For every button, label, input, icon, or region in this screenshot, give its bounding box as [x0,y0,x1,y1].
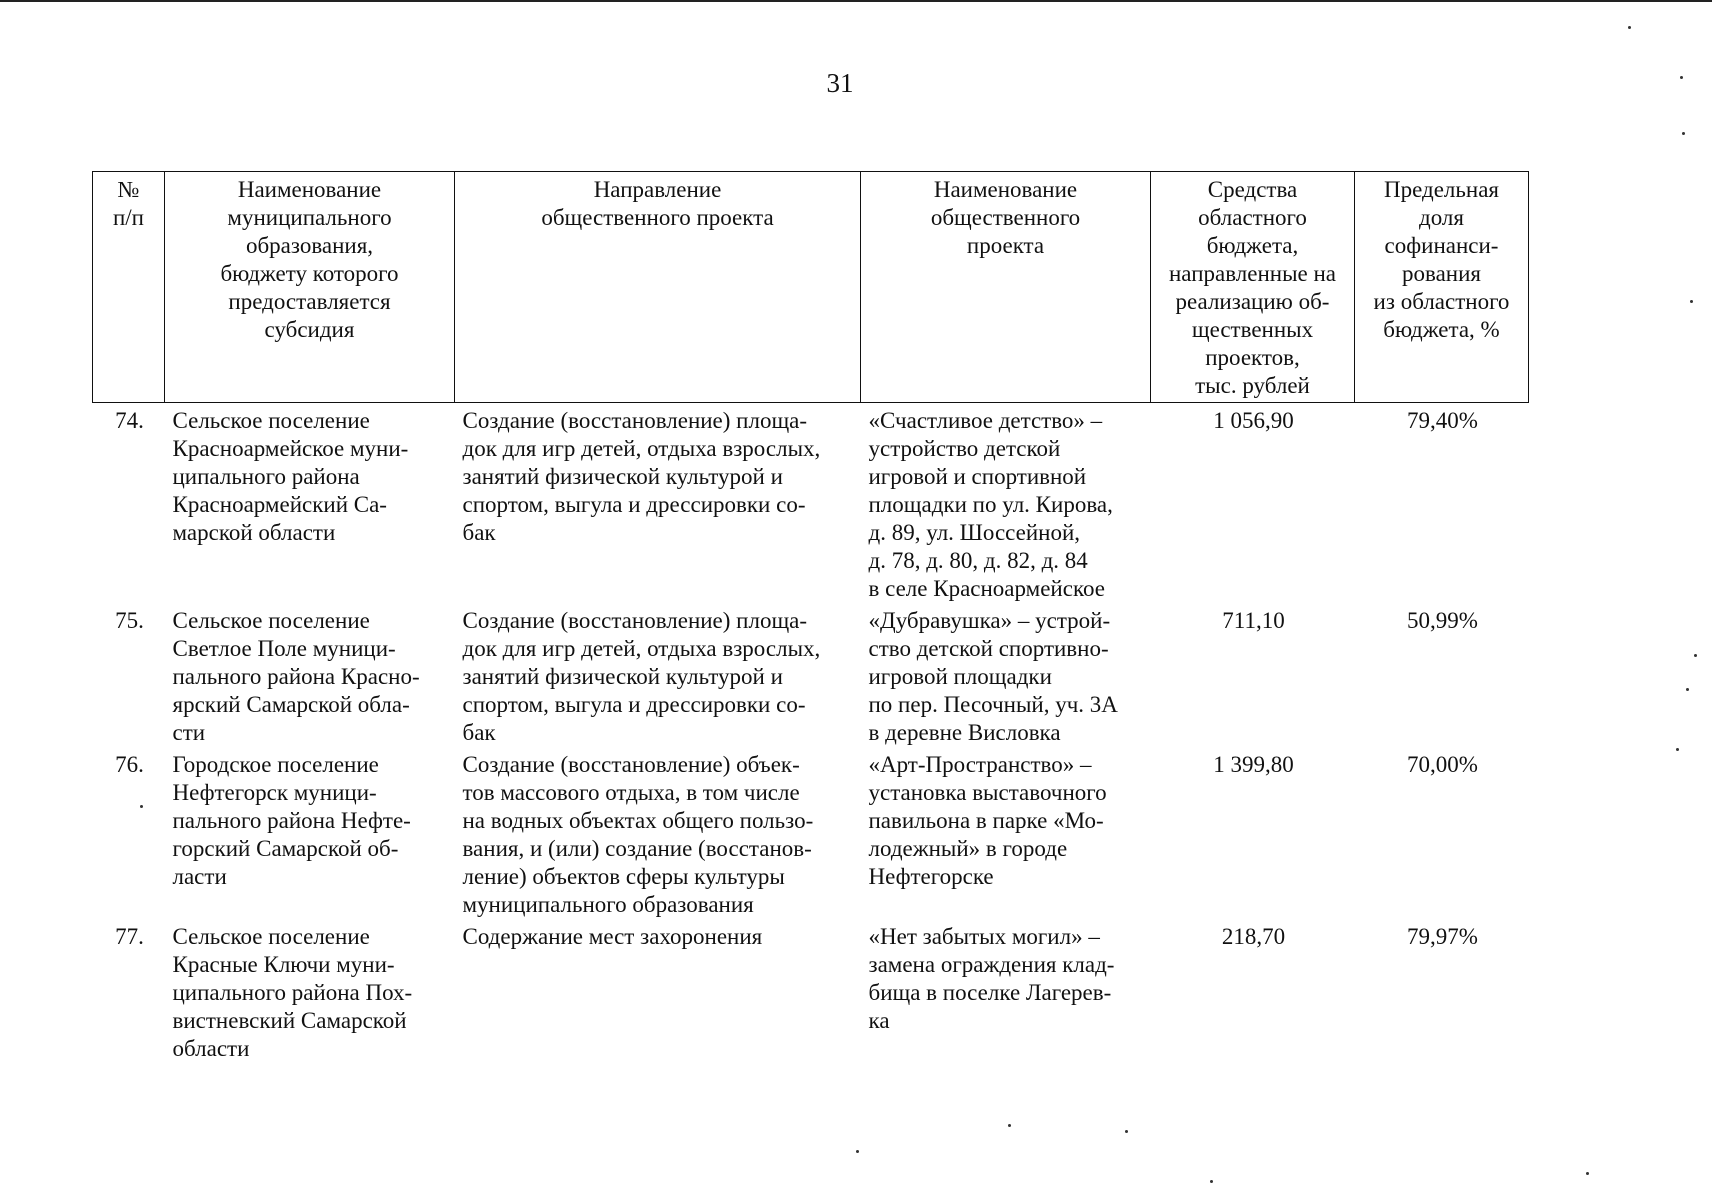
scan-speck [1686,688,1689,691]
row-number: 75. [115,608,144,633]
scan-speck [1628,26,1631,29]
funds-cell: 1 056,90 [1213,408,1294,433]
header-municipality: Наименование муниципального образования, бюджету которого предоставляется субсидия [165,172,455,403]
row-number: 74. [115,408,144,433]
header-number: № п/п [93,172,165,403]
scan-speck [1694,654,1697,657]
municipality-cell: Сельское поселение Светлое Поле муници- пального района Красно- ярский Самарской обла- сти [172,608,420,745]
municipality-cell: Сельское поселение Красные Ключи муни- ципального района Пох- вистневский Самарской области [172,924,413,1061]
header-direction: Направление общественного проекта [455,172,861,403]
funds-cell: 1 399,80 [1213,752,1294,777]
direction-cell: Создание (восстановление) площа- док для игр детей, отдыха взрослых, занятий физической культурой и спортом, выгула и дрессировки со- бак [462,608,821,745]
row-number: 77. [115,924,144,949]
top-border-line [0,0,1712,2]
table-row [93,919,1529,1063]
project-cell: «Дубравушка» – устрой- ство детской спортивно- игровой площадки по пер. Песочный, уч. 3А в деревне Висловка [868,608,1118,745]
project-cell: «Нет забытых могил» – замена ограждения клад- бища в поселке Лагерев- ка [868,924,1115,1033]
project-cell: «Арт-Пространство» – установка выставочного павильона в парке «Мо- лодежный» в городе Нефтегорске [868,752,1107,889]
scan-speck [856,1150,859,1153]
table-header-row [93,172,1529,403]
subsidy-table [92,171,1529,1063]
share-cell: 70,00% [1407,752,1478,777]
project-cell: «Счастливое детство» – устройство детской игровой и спортивной площадки по ул. Кирова, д. 89, ул. Шоссейной, д. 78, д. 80, д. 82, д. 84 в селе Красноармейское [868,408,1113,601]
scan-speck [1680,76,1683,79]
municipality-cell: Городское поселение Нефтегорск муници- пального района Нефте- горский Самарской об- ласти [172,752,411,889]
share-cell: 79,97% [1407,924,1478,949]
scan-speck [140,805,143,808]
direction-cell: Создание (восстановление) объек- тов массового отдыха, в том числе на водных объектах общего пользо- вания, и (или) создание (восстанов- ление) объектов сферы культуры муниципального образования [462,752,814,917]
direction-cell: Содержание мест захоронения [462,924,763,949]
header-funds: Средства областного бюджета, направленные на реализацию об- щественных проектов, тыс. рублей [1151,172,1355,403]
scan-speck [1676,748,1679,751]
municipality-cell: Сельское поселение Красноармейское муни- ципального района Красноармейский Са- марской области [172,408,409,545]
funds-cell: 218,70 [1221,924,1286,949]
page-number: 31 [826,68,854,98]
scan-speck [1008,1124,1011,1127]
funds-cell: 711,10 [1222,608,1285,633]
scan-speck [1690,300,1693,303]
scan-speck [1125,1130,1128,1133]
header-share: Предельная доля софинанси- рования из областного бюджета, % [1355,172,1529,403]
table-row [93,403,1529,604]
scan-speck [1682,132,1685,135]
scan-speck [1586,1172,1589,1175]
table-row [93,747,1529,919]
header-project-name: Наименование общественного проекта [861,172,1151,403]
share-cell: 50,99% [1407,608,1478,633]
row-number: 76. [115,752,144,777]
direction-cell: Создание (восстановление) площа- док для игр детей, отдыха взрослых, занятий физической культурой и спортом, выгула и дрессировки со- бак [462,408,821,545]
scan-speck [1210,1180,1213,1183]
share-cell: 79,40% [1407,408,1478,433]
table-row [93,603,1529,747]
